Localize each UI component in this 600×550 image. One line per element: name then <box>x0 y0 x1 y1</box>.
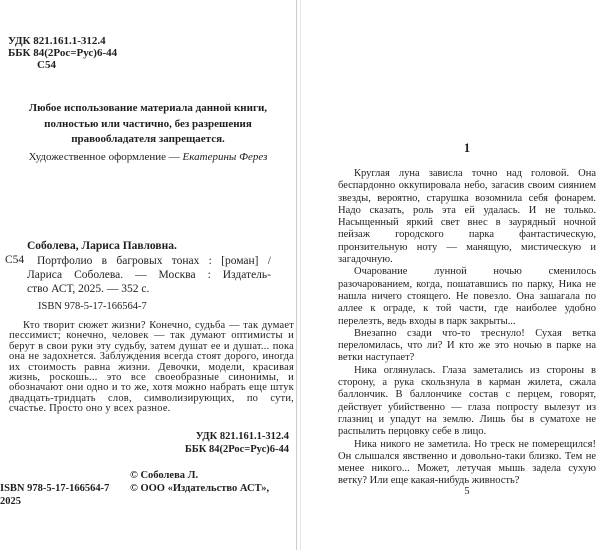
catalog-card <box>5 240 271 296</box>
design-credit-label: Художественное оформление — <box>28 151 183 163</box>
chapter-body <box>338 168 596 488</box>
udk-code: УДК 821.161.1-312.4 <box>8 35 106 47</box>
copyright-notice <box>0 101 296 148</box>
copyright-notice-line: Любое использование материала данной книги, <box>28 102 268 114</box>
isbn-number-bottom: ISBN 978-5-17-166564-7 <box>0 483 110 494</box>
book-annotation: Кто творит сюжет жизни? Конечно, судьба — так думает пессимист; конечно, человек — так думают оптимисты и берут в свои руки эту судьбу, затем душат ее и душат... пока она не задохнется. Заблуждения всегда стоят дорого, иногда их стоимость равна жизни. Девочки, модели, красивая жизнь, роскошь... это все своеобразные синонимы, и обозначают они одно и то же, хотя можно набрать еще штук двадцать-тридцать слов, символизирующих, по сути, счастье. Просто оно у всех разное. <box>9 320 294 415</box>
paragraph: Очарование лунной ночью сменилось разочарованием, когда, пошатавшись по парку, Ника не нашла ничего стоящего. Не повезло. Она зашагала по аллее к ограде, к той части, где наиболее удобно перелезть, ведь входы в парк закрыты... <box>338 266 596 327</box>
catalog-code: С54 <box>5 254 25 266</box>
udk-bbk-bottom-block <box>185 431 289 456</box>
copyright-publisher: © ООО «Издательство АСТ», 2025 <box>0 483 270 507</box>
udk-code-bottom: УДК 821.161.1-312.4 <box>195 431 289 442</box>
copyright-author: © Соболева Л. <box>130 470 199 481</box>
paragraph: Внезапно сзади что-то треснуло! Сухая ветка переломилась, что ли? И кто же это ночью в парке на ветки наступает? <box>338 327 596 364</box>
catalog-description <box>27 254 271 296</box>
isbn-number: ISBN 978-5-17-166564-7 <box>38 301 147 312</box>
copyright-row <box>0 482 292 508</box>
catalog-line: Лариса Соболева. — Москва : Издатель- <box>27 269 271 281</box>
udk-bbk-block <box>8 35 117 71</box>
chapter-number: 1 <box>463 141 471 155</box>
imprint-page <box>0 0 297 550</box>
bbk-code: ББК 84(2Рос=Рус)6-44 <box>8 47 118 59</box>
catalog-line: Портфолио в багровых тонах : [роман] / <box>37 255 271 267</box>
design-credit <box>0 151 296 163</box>
page-number: 5 <box>464 486 470 497</box>
catalog-entry <box>5 254 271 296</box>
paragraph: Круглая луна зависла точно над головой. Она беспардонно оккупировала небо, загасив своим сиянием звезды, вероятно, старушка возомнила себя фонарем. Надо сказать, роль эта ей удалась. И не только. Насыщенный яркий свет внес в заурядный ночной пейзаж городского парка фантастическую, пронзительную ноту — манящую, мистическую и загадочную. <box>338 168 596 266</box>
catalog-line: ство АСТ, 2025. — 352 с. <box>27 283 150 295</box>
bbk-code-bottom: ББК 84(2Рос=Рус)6-44 <box>184 443 289 455</box>
copyright-notice-line: полностью или частично, без разрешения <box>44 117 252 130</box>
paragraph: Ника оглянулась. Глаза заметались из стороны в сторону, а рука скользнула в карман жилета, сжала баллончик. В баллончике состав с перцем, говорят, действует убийственно — глаза попросту вылезут из глазниц и упадут на землю. Лишь бы в суматохе не распылить перцовку себе в лицо. <box>338 364 596 438</box>
copyright-notice-line: правообладателя запрещается. <box>71 133 225 145</box>
author-sign-code: С54 <box>37 59 56 71</box>
copyright-block <box>0 469 292 508</box>
paragraph: Ника никого не заметила. Но треск не померещился! Он слышался явственно и довольно-таки близко. Тем не менее никого... Может, летучая мышь задела сухую ветку? Или еще какая-нибудь живность? <box>338 438 596 487</box>
chapter-page <box>300 0 600 550</box>
author-heading: Соболева, Лариса Павловна. <box>27 240 177 252</box>
designer-name: Екатерины Ферез <box>182 151 268 163</box>
